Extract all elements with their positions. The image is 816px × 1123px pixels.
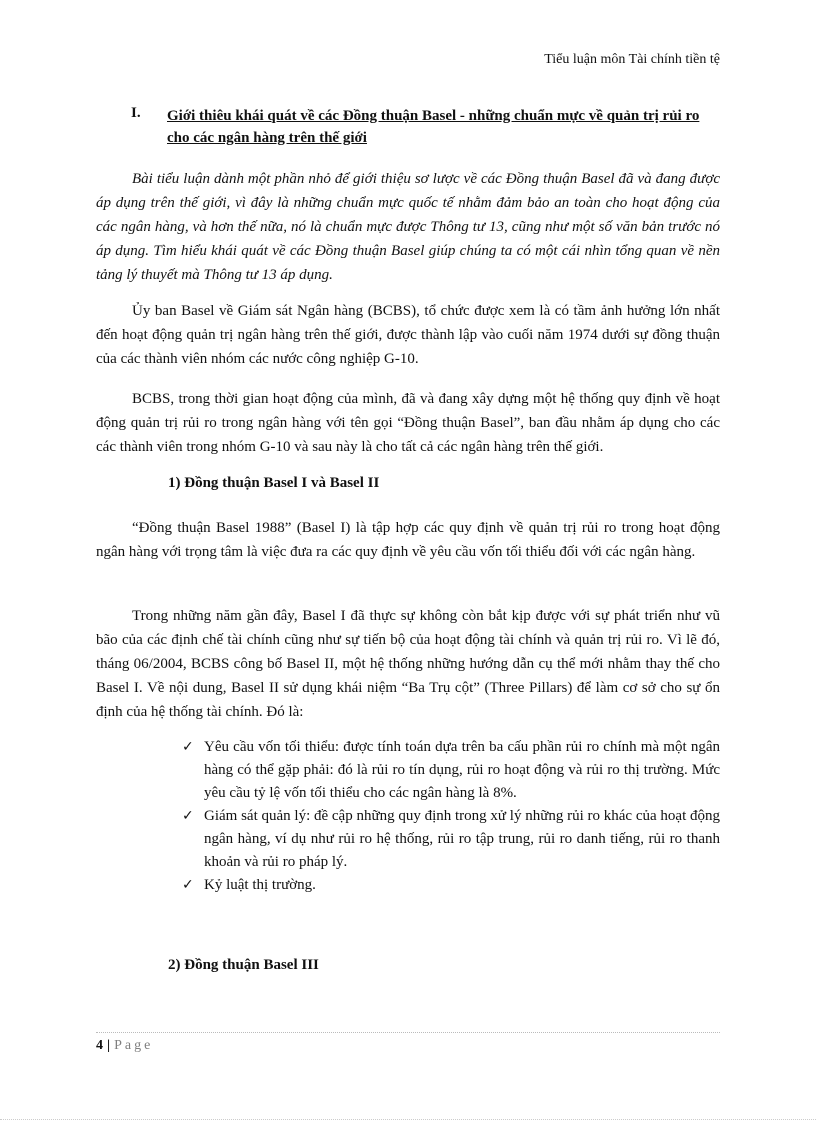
list-item-text: Kỷ luật thị trường. — [204, 877, 316, 893]
page-bottom-edge — [0, 1119, 816, 1120]
subsection-heading-basel-3: 2) Đồng thuận Basel III — [168, 957, 319, 973]
bcbs-system-paragraph: BCBS, trong thời gian hoạt động của mình, đã và đang xây dựng một hệ thống quy định về hoạt động quản trị rủi ro trong ngân hàng với tên gọi “Đồng thuận Basel”, ban đầu nhằm áp dụng cho các các thành viên trong nhóm G-10 và sau này là cho tất cả các ngân hàng trên thế giới. — [96, 391, 720, 455]
intro-paragraph: Bài tiểu luận dành một phần nhỏ để giới thiệu sơ lược về các Đồng thuận Basel đã và đang được áp dụng trên thế giới, vì đây là những chuẩn mực quốc tế nhằm đảm bảo an toàn cho hoạt động của các ngân hàng, và hơn thế nữa, nó là chuẩn mực được Thông tư 13, cũng như một số văn bản trước nó áp dụng. Tìm hiểu khái quát về các Đồng thuận Basel giúp chúng ta có một cái nhìn tổng quan về nền tảng lý thuyết mà Thông tư 13 áp dụng. — [96, 171, 720, 283]
page-number: 4 — [96, 1038, 103, 1053]
subsection-heading-basel-1-2: 1) Đồng thuận Basel I và Basel II — [168, 475, 380, 491]
bcbs-intro-paragraph: Ủy ban Basel về Giám sát Ngân hàng (BCBS), tổ chức được xem là có tầm ảnh hưởng lớn nhất đến hoạt động quản trị ngân hàng trên thế giới, được thành lập vào cuối năm 1974 dưới sự đồng thuận của các thành viên nhóm các nước công nghiệp G-10. — [96, 303, 720, 367]
pillars-list — [182, 736, 720, 897]
checkmark-icon: ✓ — [182, 877, 194, 893]
section-title: Giới thiêu khái quát về các Đồng thuận Basel - những chuẩn mực về quản trị rủi ro cho các ngân hàng trên thế giới — [167, 108, 700, 146]
checkmark-icon: ✓ — [182, 739, 194, 755]
basel1-paragraph: “Đồng thuận Basel 1988” (Basel I) là tập hợp các quy định về quản trị rủi ro trong hoạt động ngân hàng với trọng tâm là việc đưa ra các quy định về yêu cầu vốn tối thiểu đối với các ngân hàng. — [96, 520, 720, 560]
footer-divider — [96, 1032, 720, 1033]
list-item — [182, 736, 720, 805]
list-item-text: Giám sát quản lý: đề cập những quy định trong xử lý những rủi ro khác của hoạt động ngân hàng, ví dụ như rủi ro hệ thống, rủi ro tập trung, rủi ro danh tiếng, rủi ro thanh khoản và rủi ro pháp lý. — [204, 808, 720, 870]
list-item — [182, 805, 720, 874]
basel2-paragraph: Trong những năm gần đây, Basel I đã thực sự không còn bắt kịp được với sự phát triển như vũ bão của các định chế tài chính cũng như sự tiến bộ của hoạt động tài chính và quản trị rủi ro. Vì lẽ đó, tháng 06/2004, BCBS công bố Basel II, một hệ thống những hướng dẫn cụ thể mới nhằm thay thế cho Basel I. Về nội dung, Basel II sử dụng khái niệm “Ba Trụ cột” (Three Pillars) để làm cơ sở cho sự ổn định của hệ thống tài chính. Đó là: — [96, 608, 720, 720]
checkmark-icon: ✓ — [182, 808, 194, 824]
section-number: I. — [131, 105, 141, 121]
running-header: Tiểu luận môn Tài chính tiền tệ — [544, 52, 720, 67]
page-footer — [96, 1038, 153, 1054]
page-label: Page — [114, 1038, 154, 1053]
list-item-text: Yêu cầu vốn tối thiểu: được tính toán dựa trên ba cấu phần rủi ro chính mà một ngân hàng có thể gặp phải: đó là rủi ro tín dụng, rủi ro hoạt động và rủi ro thị trường. Mức yêu cầu tỷ lệ vốn tối thiểu cho các ngân hàng là 8%. — [204, 739, 720, 801]
list-item — [182, 874, 720, 897]
footer-separator: | — [107, 1038, 111, 1053]
